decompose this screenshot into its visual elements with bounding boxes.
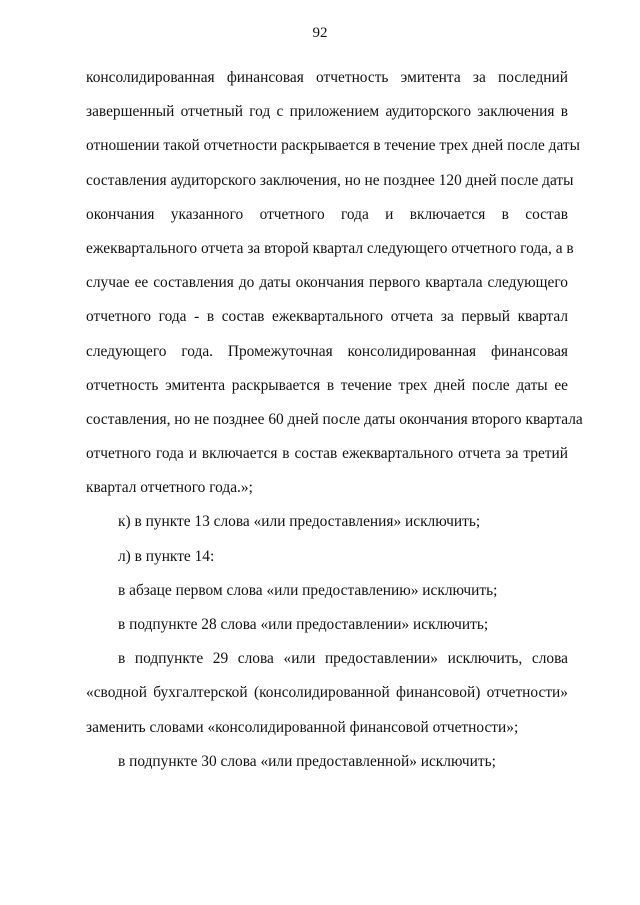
text-line: «сводной бухгалтерской (консолидированной финансовой) отчетности» [86, 684, 568, 702]
text-line: составления аудиторского заключения, но не позднее 120 дней после даты [86, 171, 574, 189]
list-item: в подпункте 29 слова «или предоставлении» исключить, слова [118, 650, 568, 668]
text-line: завершенный отчетный год с приложением аудиторского заключения в [86, 103, 568, 121]
text-line: отчетного года и включается в состав ежеквартального отчета за третий [86, 445, 568, 463]
page-number: 92 [312, 25, 328, 41]
text-line: квартал отчетного года.»; [86, 479, 253, 497]
list-item: в абзаце первом слова «или предоставлению» исключить; [118, 581, 498, 599]
text-line: ежеквартального отчета за второй квартал следующего отчетного года, а в [86, 239, 574, 257]
text-line: окончания указанного отчетного года и включается в состав [86, 205, 568, 223]
text-line: следующего года. Промежуточная консолидированная финансовая [86, 342, 568, 360]
document-body [86, 67, 583, 785]
text-line: отношении такой отчетности раскрывается в течение трех дней после даты [86, 137, 580, 155]
list-item: в подпункте 28 слова «или предоставлении» исключить; [118, 616, 489, 633]
text-line: отчетного года - в состав ежеквартального отчета за первый квартал [86, 308, 568, 326]
list-item: в подпункте 30 слова «или предоставленной» исключить; [118, 752, 496, 770]
text-line: заменить словами «консолидированной финансовой отчетности»; [86, 718, 519, 736]
text-line: случае ее составления до даты окончания первого квартала следующего [86, 274, 568, 292]
text-line: консолидированная финансовая отчетность эмитента за последний [86, 69, 568, 86]
text-line: составления, но не позднее 60 дней после даты окончания второго квартала [86, 410, 583, 428]
list-item: л) в пункте 14: [118, 547, 215, 565]
list-item: к) в пункте 13 слова «или предоставления» исключить; [118, 513, 481, 531]
text-line: отчетность эмитента раскрывается в течение трех дней после даты ее [86, 376, 568, 394]
